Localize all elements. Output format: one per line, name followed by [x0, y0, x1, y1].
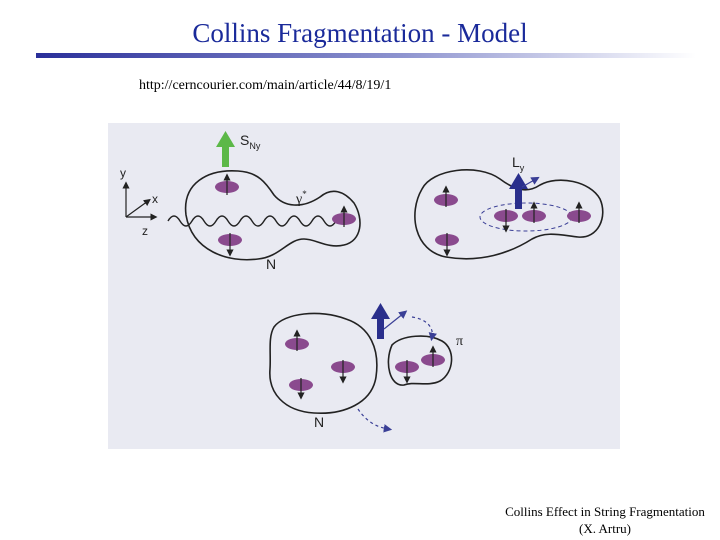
footer-caption [488, 503, 720, 537]
nucleon-label-2: N [314, 414, 325, 430]
axis-label-x: x [152, 192, 158, 206]
axis-label-y: y [120, 166, 126, 180]
spin-label: $S_{Ny}$ [240, 132, 261, 151]
source-url: http://cerncourier.com/main/article/44/8/19/1 [139, 78, 392, 93]
nucleon-label-1: N [266, 256, 277, 272]
footer-line-1: Collins Effect in String Fragmentation [505, 504, 705, 519]
axis-label-z: z [142, 224, 148, 238]
title-divider [36, 53, 696, 58]
slide-title: Collins Fragmentation - Model [192, 18, 528, 48]
footer-line-2: (X. Artru) [579, 521, 631, 536]
pion-label: π [456, 334, 464, 349]
photon-label: γ* [296, 189, 307, 207]
orbital-label: $L_y$ [512, 154, 525, 173]
collins-fragmentation-figure [108, 123, 620, 449]
